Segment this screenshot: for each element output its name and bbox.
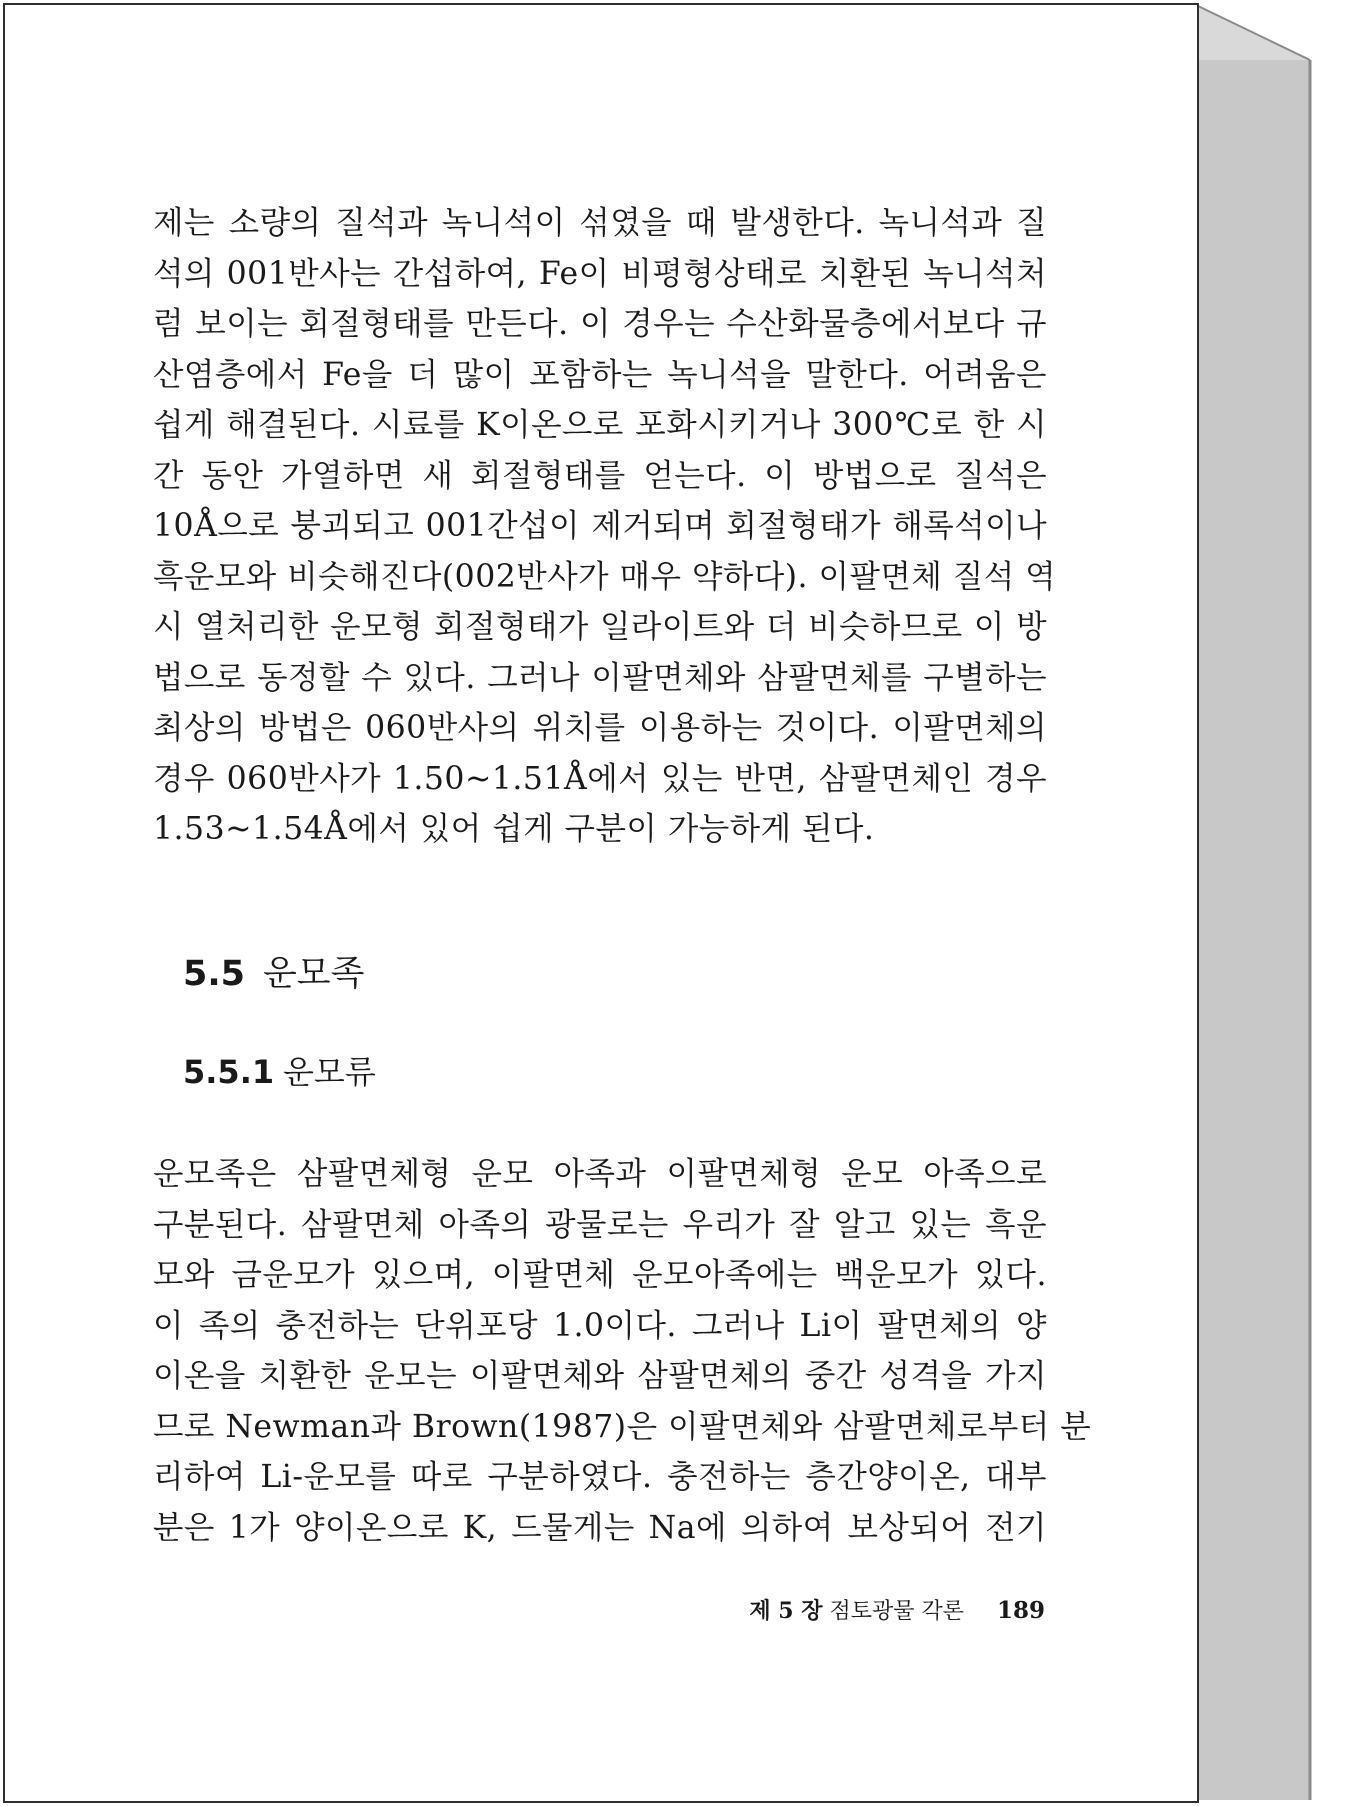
text-line: 1.53~1.54Å에서 있어 쉽게 구분이 가능하게 된다.: [153, 811, 875, 847]
subsection-number: 5.5.1: [183, 1053, 275, 1091]
text-line: 운모족은 삼팔면체형 운모 아족과 이팔면체형 운모 아족으로: [153, 1156, 1047, 1192]
text-line: 쉽게 해결된다. 시료를 K이온으로 포화시키거나 300℃로 한 시: [153, 407, 1048, 443]
section-heading: [183, 946, 364, 996]
book-page: [5, 5, 1195, 1801]
body-paragraph-2: [153, 1149, 1092, 1553]
text-line: 럼 보이는 회절형태를 만든다. 이 경우는 수산화물층에서보다 규: [153, 306, 1047, 342]
text-line: 간 동안 가열하면 새 회절형태를 얻는다. 이 방법으로 질석은: [153, 457, 1047, 494]
text-line: 법으로 동정할 수 있다. 그러나 이팔면체와 삼팔면체를 구별하는: [153, 659, 1047, 696]
text-line: 분은 1가 양이온으로 K, 드물게는 Na에 의하여 보상되어 전기: [153, 1509, 1047, 1546]
text-line: 구분된다. 삼팔면체 아족의 광물로는 우리가 잘 알고 있는 흑운: [153, 1206, 1047, 1243]
text-line: 경우 060반사가 1.50~1.51Å에서 있는 반면, 삼팔면체인 경우: [153, 760, 1047, 797]
text-line: 이 족의 충전하는 단위포당 1.0이다. 그러나 Li이 팔면체의 양: [153, 1307, 1047, 1344]
text-line: 산염층에서 Fe을 더 많이 포함하는 녹니석을 말한다. 어려움은: [153, 356, 1047, 393]
book-side-face: [1198, 6, 1310, 1800]
text-line: 모와 금운모가 있으며, 이팔면체 운모아족에는 백운모가 있다.: [153, 1257, 1047, 1293]
text-line: 시 열처리한 운모형 회절형태가 일라이트와 더 비슷하므로 이 방: [153, 609, 1047, 645]
footer-chapter-title: 점토광물 각론: [829, 1599, 964, 1624]
subsection-heading: [183, 1047, 376, 1093]
text-line: 리하여 Li-운모를 따로 구분하였다. 충전하는 층간양이온, 대부: [153, 1459, 1047, 1495]
body-paragraph-1: [153, 198, 1057, 855]
text-line: 흑운모와 비슷해진다(002반사가 매우 약하다). 이팔면체 질석 역: [153, 558, 1057, 595]
footer-chapter: 제 5 장: [749, 1598, 823, 1624]
subsection-title: 운모류: [283, 1053, 376, 1091]
section-number: 5.5: [183, 954, 246, 994]
text-line: 제는 소량의 질석과 녹니석이 섞였을 때 발생한다. 녹니석과 질: [153, 205, 1047, 241]
page-footer: [705, 1594, 1045, 1625]
section-title: 운모족: [263, 954, 365, 994]
text-line: 이온을 치환한 운모는 이팔면체와 삼팔면체의 중간 성격을 가지: [153, 1358, 1047, 1394]
text-line: 최상의 방법은 060반사의 위치를 이용하는 것이다. 이팔면체의: [153, 710, 1047, 746]
page-number: 189: [996, 1597, 1045, 1624]
text-line: 므로 Newman과 Brown(1987)은 이팔면체와 삼팔면체로부터 분: [153, 1408, 1092, 1445]
text-line: 석의 001반사는 간섭하여, Fe이 비평형상태로 치환된 녹니석처: [153, 255, 1047, 292]
text-line: 10Å으로 붕괴되고 001간섭이 제거되며 회절형태가 해록석이나: [153, 508, 1047, 544]
